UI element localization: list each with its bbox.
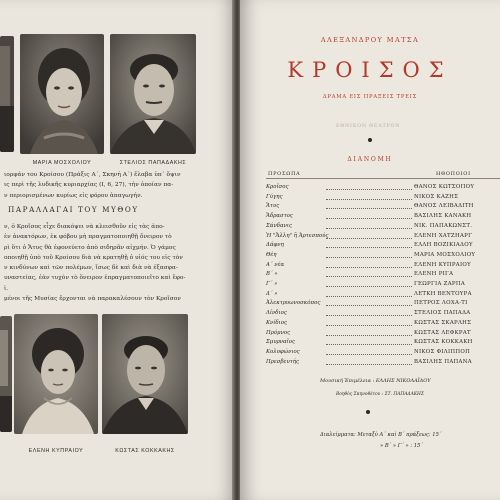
leader-dots	[326, 344, 412, 345]
cast-actor: ΘΑΝΟΣ ΚΩΤΣΟΠΟΥ	[414, 184, 475, 190]
leader-dots	[326, 335, 412, 336]
ornament-bullet	[368, 138, 372, 142]
cast-actor: ΚΩΣΤΑΣ ΚΟΚΚΑΚΗ	[414, 339, 473, 346]
leader-dots	[326, 199, 412, 200]
cast-heading: ΔΙΑΝΟΜΗ	[347, 156, 393, 163]
cast-actor: ΛΕΤΚΗ ΒΕΝΤΟΥΡΑ	[414, 290, 472, 297]
cast-actor: ΝΙΚΟΣ ΚΑΖΗΣ	[414, 193, 459, 200]
cast-role: Ἡ "Ἄλλη" ἢ Ἀρτεσπούς	[266, 232, 329, 239]
cast-actor: ΕΛΕΝΗ ΧΑΤΖΗΑΡΓ	[414, 232, 473, 239]
roles-column-label: ΠΡΟΣΩΠΑ	[268, 171, 301, 177]
leader-dots	[326, 267, 412, 268]
text-line: ιορφάν του Κροίσου (Πράξις Α΄, Σκηνή Α΄) ἔλαβα ὑπ᾽ ὄψιν	[4, 172, 181, 178]
cast-role: Ἄτυς	[266, 203, 280, 210]
leader-dots	[326, 218, 412, 219]
text-line: ἰ.	[4, 285, 9, 292]
play-title: ΚΡΟΙΣΟΣ	[287, 58, 453, 82]
text-line: ν, ὁ Κροῖσος εἶχε διακόψει νὰ κλεισθοῦν εἰς τὰς ἀπο-	[4, 224, 165, 230]
cast-role: Πρεσβευτής	[266, 358, 299, 365]
cast-role: Δάφνη	[266, 242, 284, 249]
cast-actor: ΠΕΤΡΟΣ ΛΟΧΑ-ΤΙ	[414, 300, 468, 307]
cast-role: Γύγης	[266, 193, 283, 200]
cast-role: Ἀλεκτρυωνοσκόπος	[266, 300, 321, 307]
text-line: ν κινδύνων καὶ τῶν πολέμων, ἴσως δὲ καὶ διὰ νὰ ἐξασφα-	[4, 265, 178, 272]
play-subtitle: ΔΡΑΜΑ ΕΙΣ ΠΡΑΞΕΙΣ ΤΡΕΙΣ	[322, 94, 418, 100]
portrait-photo-stelios-papadakis	[110, 34, 196, 154]
leader-dots	[326, 247, 412, 248]
cast-role: Λίνδιος	[266, 310, 287, 317]
cast-actor: ΝΙΚ. ΠΑΠΑΚΩΝΣΤ.	[414, 222, 473, 229]
leader-dots	[326, 354, 412, 355]
portrait-photo-maria-moscholiou	[20, 34, 104, 154]
cast-actor: ΕΛΕΝΗ ΡΙΓΑ	[414, 271, 454, 278]
cast-actor: ΘΑΝΟΣ ΛΕΙΒΑΔΙΤΗ	[414, 203, 474, 210]
cast-actor: ΒΑΣΙΛΗΣ ΚΑΝΑΚΗ	[414, 213, 472, 220]
cast-role: Σάνδανις	[266, 222, 293, 229]
cast-role: Γ΄ »	[266, 281, 278, 287]
cast-role: Κολοφώνιος	[266, 348, 300, 355]
leader-dots	[326, 286, 412, 287]
left-page	[0, 0, 236, 500]
portrait-photo-eleni-kypraiou	[14, 314, 98, 434]
text-line: ἐν ἀνακτόρων, ἐκ φόβου μὴ πραγματοποιηθῇ ὄνειρον τὸ	[4, 234, 172, 241]
leader-dots	[326, 208, 412, 209]
leader-dots	[326, 257, 412, 258]
leader-dots	[326, 305, 412, 306]
cast-role: Β΄ »	[266, 271, 278, 278]
author-name: ΑΛΕΞΑΝΔΡΟΥ ΜΑΤΣΑ	[320, 36, 420, 44]
intermission-line-2: » Β΄ » Γ΄ » : 15΄	[380, 443, 423, 449]
leader-dots	[326, 325, 412, 326]
leader-dots	[326, 296, 412, 297]
leader-dots	[326, 276, 412, 277]
faint-imprint-line: ΕΘΝΙΚΟΝ ΘΕΑΤΡΟΝ	[336, 124, 401, 129]
cast-role: Δ΄ »	[266, 290, 278, 297]
caption-maria-moscholiou: ΜΑΡΙΑ ΜΟΣΧΟΛΙΟΥ	[32, 160, 92, 166]
portrait-photo-partial-left-bottom	[0, 316, 12, 432]
portrait-photo-kostas-kokkakis	[102, 314, 188, 434]
paragraph-variations	[4, 222, 185, 304]
text-line: ις περὶ τῆς λυδικῆς κυριαρχίας (Ι, 6, 27), τὴν ὁποίαν πα-	[4, 182, 174, 189]
cast-header-rule	[266, 178, 500, 179]
cast-role: Σμυρναῖος	[266, 339, 296, 346]
cast-role: Θέη	[266, 251, 277, 258]
leader-dots	[326, 364, 412, 365]
performers-column-label: ΗΘΟΠΟΙΟΙ	[436, 171, 471, 177]
cast-actor: ΓΕΩΡΓΙΑ ΖΑΡΠΑ	[414, 281, 466, 287]
music-credit: Μουσική Ἐπιμέλεια : ΕΛΛΗΣ ΝΙΚΟΛΑΪΔΟΥ	[320, 378, 431, 384]
cast-actor: ΕΛΛΗ ΒΟΖΙΚΙΑΔΟΥ	[414, 242, 473, 249]
paragraph-intro	[4, 170, 181, 201]
right-page	[240, 0, 500, 500]
ornament-bullet	[366, 410, 370, 414]
cast-role: Ἄδραστος	[266, 213, 293, 220]
text-line: οποιηθῇ ὑπὸ τοῦ Κροίσου διὰ νὰ κρατηθῇ ὁ υἱός του εἰς τὸν	[4, 254, 183, 261]
cast-actor: ΚΩΣΤΑΣ ΛΕΦΚΡΑΤ	[414, 329, 471, 336]
cast-actor: ΚΩΣΤΑΣ ΣΚΑΡΛΗΣ	[414, 319, 472, 326]
caption-kostas-kokkakis: ΚΩΣΤΑΣ ΚΟΚΚΑΚΗΣ	[115, 448, 175, 454]
portrait-photo-partial-left	[0, 36, 14, 152]
intermission-line-1: Διαλείμματα: Μεταξὺ Α΄ καὶ Β΄ πράξεως: 15΄	[320, 432, 442, 438]
leader-dots	[326, 228, 412, 229]
text-line: ρὶ ὅτι ὁ Ἄτυς θὰ ἐφονεύετο ἀπὸ σιδηρᾶν αἰχμήν. Ὁ γάμος	[4, 244, 176, 251]
caption-eleni-kypraiou: ΕΛΕΝΗ ΚΥΠΡΑΙΟΥ	[28, 448, 84, 454]
assistant-director-credit: Βοηθὸς Σκηνοθέτου : ΣΤ. ΠΑΠΑΔΑΚΗΣ	[336, 392, 424, 397]
text-line: ν περιορισμένων κυρίως εἰς φόρου ἀπαγωγήν.	[4, 192, 143, 199]
cast-actor: ΣΤΕΛΙΟΣ ΠΑΠΑΔΑ	[414, 310, 471, 317]
leader-dots	[326, 238, 412, 239]
cast-actor: ΒΑΣΙΛΗΣ ΠΑΠΑΝΑ	[414, 358, 472, 365]
caption-stelios-papadakis: ΣΤΕΛΙΟΣ ΠΑΠΑΔΑΚΗΣ	[119, 160, 187, 166]
cast-role: Πρόμνος	[266, 329, 291, 336]
text-line: μένοι τῆς Μυσίας ἔρχονται νὰ παρακαλέσουν τὸν Κροῖσον	[4, 296, 181, 303]
cast-actor: ΜΑΡΙΑ ΜΟΣΧΟΛΙΟΥ	[414, 251, 476, 258]
cast-role: Κνίδιος	[266, 319, 288, 326]
text-line: υναστείας, ἐὰν τυχὸν τὸ ὄνειρον ἐπραγματοποιεῖτο καὶ ἔφο-	[4, 275, 186, 282]
cast-actor: ΕΛΕΝΗ ΚΥΠΡΑΙΟΥ	[414, 261, 472, 268]
leader-dots	[326, 315, 412, 316]
cast-role: Α΄ νέα	[266, 261, 285, 268]
cast-actor: ΝΙΚΟΣ ΦΙΛΙΠΠΟΠ	[414, 348, 471, 355]
leader-dots	[326, 189, 412, 190]
section-heading: ΠΑΡΑΛΛΑΓΑΙ ΤΟΥ ΜΥΘΟΥ	[8, 205, 139, 214]
cast-role: Κροῖσος	[266, 184, 289, 190]
